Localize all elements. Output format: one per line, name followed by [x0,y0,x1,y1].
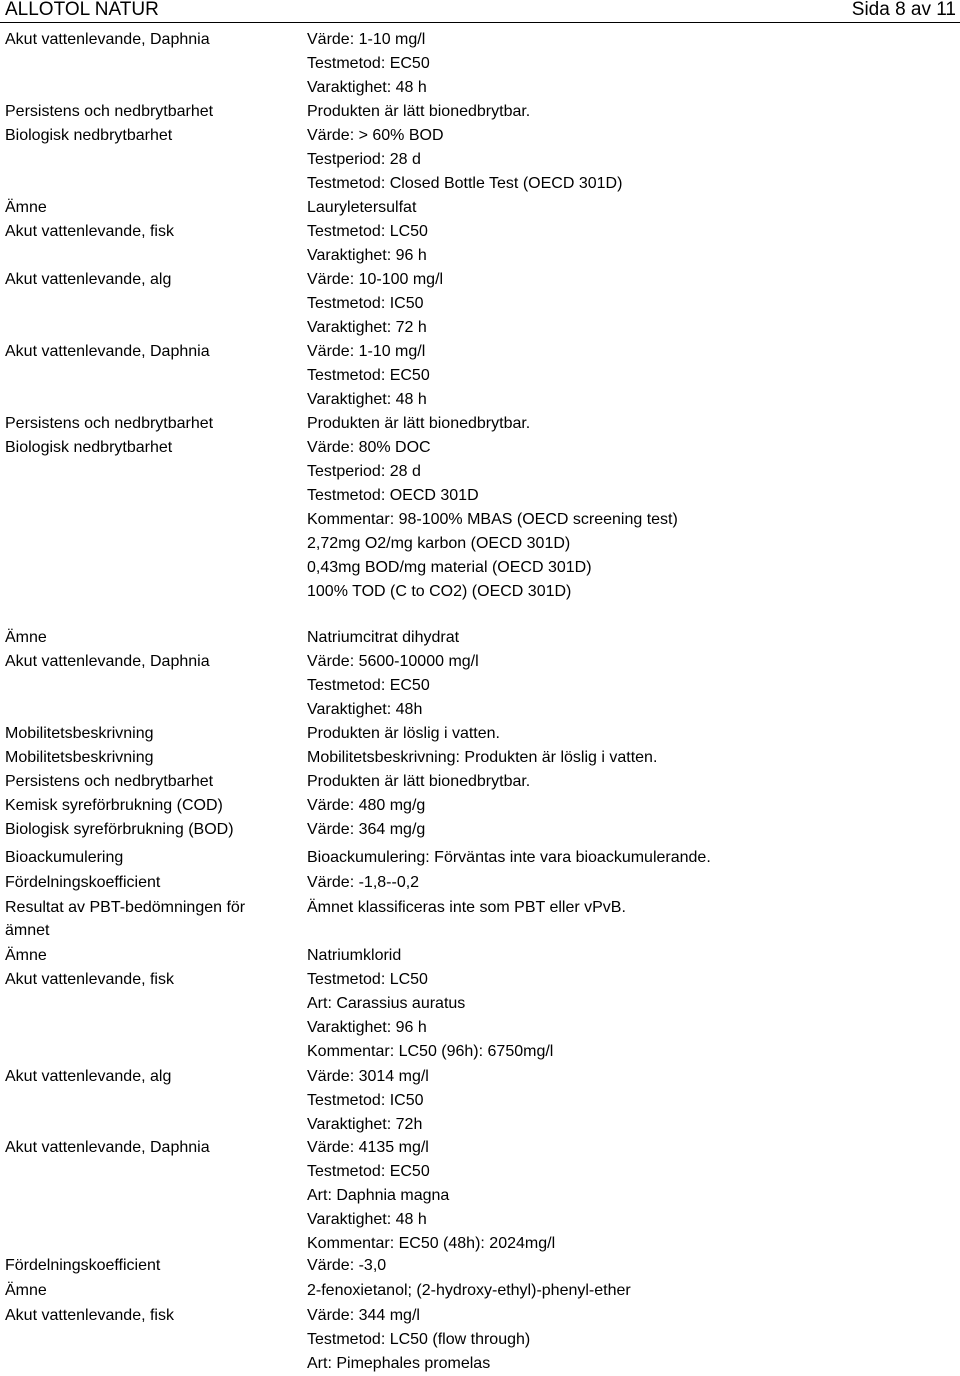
value-line: Testmetod: IC50 [307,295,424,312]
row-label: Biologisk syreförbrukning (BOD) [5,821,234,838]
row-label: Bioackumulering [5,849,124,866]
row-label: Ämne [5,199,47,216]
value-line: Natriumklorid [307,947,402,964]
value-line: Testperiod: 28 d [307,463,421,480]
value-line: Testmetod: EC50 [307,367,430,384]
row-label: Persistens och nedbrytbarhet [5,773,214,790]
page-header [0,0,960,23]
row-values [307,722,500,746]
value-line: Testmetod: EC50 [307,1163,430,1180]
row-label: Akut vattenlevande, Daphnia [5,653,210,670]
row-label: Fördelningskoefficient [5,1257,161,1274]
value-line: Varaktighet: 72 h [307,319,427,336]
row-label: Ämne [5,629,47,646]
row-label: Mobilitetsbeskrivning [5,725,154,742]
value-line: Testmetod: EC50 [307,55,430,72]
value-line: Testmetod: OECD 301D [307,487,479,504]
row-label: Akut vattenlevande, alg [5,1068,172,1085]
value-line: Mobilitetsbeskrivning: Produkten är löslig i vatten. [307,749,658,766]
row-values [307,124,622,196]
value-line: 2,72mg O2/mg karbon (OECD 301D) [307,535,571,552]
row-label: Persistens och nedbrytbarhet [5,103,214,120]
row-values [307,968,553,1064]
value-line: Produkten är lätt bionedbrytbar. [307,773,531,790]
value-line: Värde: 10-100 mg/l [307,271,444,288]
value-line: Testmetod: EC50 [307,677,430,694]
value-line: Värde: 80% DOC [307,439,431,456]
row-values [307,1136,555,1256]
value-line: Varaktighet: 96 h [307,1019,427,1036]
value-line: 2-fenoxietanol; (2-hydroxy-ethyl)-phenyl-ether [307,1282,631,1299]
value-line: Lauryletersulfat [307,199,417,216]
value-line: Varaktighet: 48 h [307,1211,427,1228]
value-line: Testmetod: LC50 (flow through) [307,1331,531,1348]
row-values [307,412,530,436]
row-values [307,436,678,604]
value-line: Art: Pimephales promelas [307,1355,491,1372]
row-values [307,871,419,895]
row-label: Resultat av PBT-bedömningen för ämnet [5,899,246,939]
value-line: Värde: -3,0 [307,1257,387,1274]
row-values [307,100,530,124]
row-values [307,1304,530,1376]
page-number: Sida 8 av 11 [851,0,956,20]
value-line: Produkten är lätt bionedbrytbar. [307,415,531,432]
value-line: Varaktighet: 72h [307,1116,423,1133]
row-values [307,770,530,794]
value-line: Produkten är löslig i vatten. [307,725,500,742]
row-values [307,626,459,650]
row-label: Akut vattenlevande, alg [5,271,172,288]
row-values [307,220,428,268]
row-values [307,944,401,968]
value-line: Varaktighet: 48 h [307,391,427,408]
value-line: Kommentar: EC50 (48h): 2024mg/l [307,1235,556,1252]
row-values [307,196,416,220]
value-line: Kommentar: 98-100% MBAS (OECD screening test) [307,511,678,528]
row-label: Akut vattenlevande, Daphnia [5,31,210,48]
value-line: 0,43mg BOD/mg material (OECD 301D) [307,559,592,576]
value-line: Värde: 1-10 mg/l [307,31,426,48]
value-line: Värde: 364 mg/g [307,821,426,838]
value-line: Värde: 4135 mg/l [307,1139,429,1156]
row-values [307,28,430,100]
value-line: Värde: 344 mg/l [307,1307,420,1324]
value-line: Värde: 480 mg/g [307,797,426,814]
row-label: Akut vattenlevande, Daphnia [5,343,210,360]
row-values [307,1279,631,1303]
row-label: Akut vattenlevande, fisk [5,1307,174,1324]
value-line: Art: Carassius auratus [307,995,466,1012]
row-values [307,846,711,870]
row-label: Mobilitetsbeskrivning [5,749,154,766]
value-line: Värde: 1-10 mg/l [307,343,426,360]
value-line: Art: Daphnia magna [307,1187,450,1204]
row-label: Akut vattenlevande, fisk [5,223,174,240]
row-values [307,1065,429,1137]
value-line: Testperiod: 28 d [307,151,421,168]
row-values [307,818,425,842]
row-label: Kemisk syreförbrukning (COD) [5,797,223,814]
row-label: Biologisk nedbrytbarhet [5,439,173,456]
row-label: Akut vattenlevande, fisk [5,971,174,988]
value-line: Ämnet klassificeras inte som PBT eller vPvB. [307,899,626,916]
document-title: ALLOTOL NATUR [5,0,159,20]
value-line: Värde: 5600-10000 mg/l [307,653,479,670]
value-line: Bioackumulering: Förväntas inte vara bioackumulerande. [307,849,711,866]
row-values [307,340,430,412]
value-line: Varaktighet: 48 h [307,79,427,96]
value-line: Varaktighet: 96 h [307,247,427,264]
value-line: Värde: -1,8--0,2 [307,874,420,891]
value-line: Kommentar: LC50 (96h): 6750mg/l [307,1043,554,1060]
row-label: Ämne [5,1282,47,1299]
row-label: Ämne [5,947,47,964]
value-line: Värde: > 60% BOD [307,127,444,144]
value-line: Värde: 3014 mg/l [307,1068,429,1085]
row-values [307,650,479,722]
value-line: Produkten är lätt bionedbrytbar. [307,103,531,120]
value-line: 100% TOD (C to CO2) (OECD 301D) [307,583,572,600]
row-label: Biologisk nedbrytbarhet [5,127,173,144]
value-line: Testmetod: IC50 [307,1092,424,1109]
row-label: Akut vattenlevande, Daphnia [5,1139,210,1156]
row-values [307,268,443,340]
row-values [307,746,657,770]
row-label: Fördelningskoefficient [5,874,161,891]
value-line: Testmetod: Closed Bottle Test (OECD 301D) [307,175,623,192]
row-values [307,1254,386,1278]
value-line: Natriumcitrat dihydrat [307,629,460,646]
row-values [307,794,425,818]
value-line: Testmetod: LC50 [307,223,428,240]
row-values [307,896,626,920]
row-label: Persistens och nedbrytbarhet [5,415,214,432]
value-line: Testmetod: LC50 [307,971,428,988]
value-line: Varaktighet: 48h [307,701,423,718]
